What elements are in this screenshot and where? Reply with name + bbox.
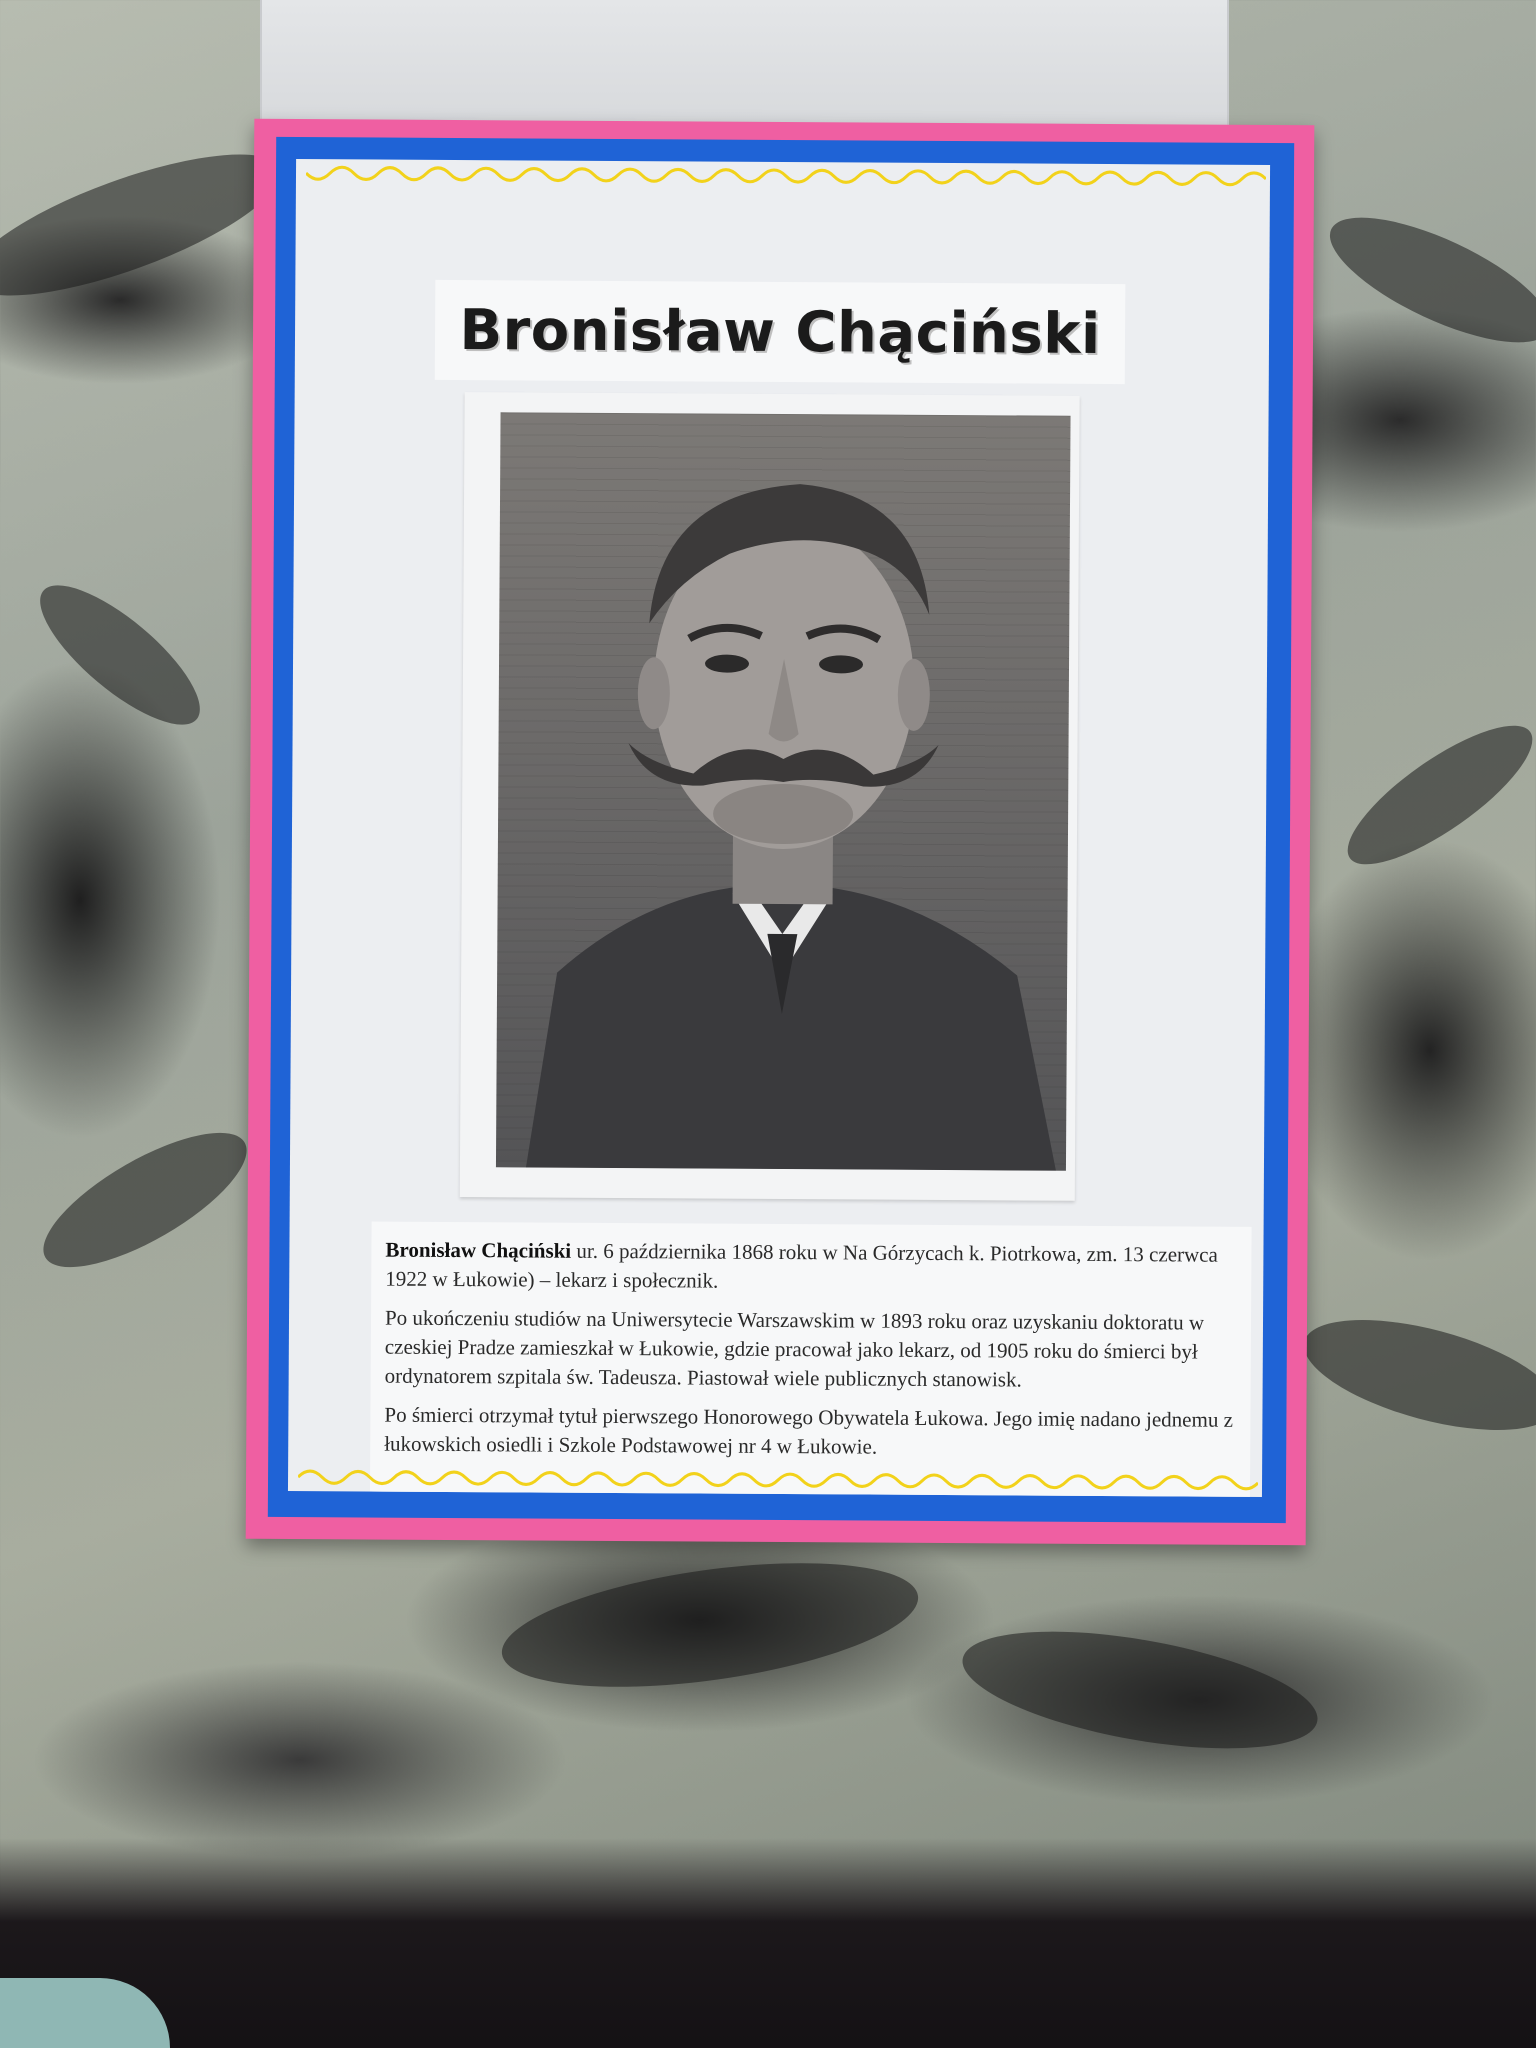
fabric-pattern: [0, 126, 295, 323]
dark-cloth: [0, 1838, 1536, 2048]
portrait-illustration: [496, 412, 1071, 1170]
top-squiggle-border: [306, 165, 1266, 195]
bio-paragraph-1: [385, 1236, 1237, 1299]
biography-text: [370, 1222, 1252, 1497]
fabric-pattern: [954, 1610, 1326, 1771]
fabric-pattern: [1330, 703, 1536, 887]
poster-paper: [288, 159, 1270, 1497]
blue-frame: [268, 137, 1294, 1523]
bio-dates: ur. 6 października 1868 roku w Na Górzycach k. Piotrkowa, zm. 13 czerwca 1922 w Łukowie) – lekarz i społecznik.: [385, 1238, 1218, 1293]
fabric-pattern: [1293, 1298, 1536, 1452]
top-paper-sheet: [260, 0, 1229, 128]
bio-paragraph-3: Po śmierci otrzymał tytuł pierwszego Honorowego Obywatela Łukowa. Jego imię nadano jednemu z łukowskich osiedli i Szkole Podstawowej nr 4 w Łukowie.: [384, 1402, 1234, 1459]
photo-mat: [460, 392, 1080, 1201]
fabric-pattern: [1314, 193, 1536, 367]
portrait-photo: [496, 412, 1071, 1170]
poster-title: Bronisław Chąciński: [459, 297, 1101, 367]
bio-paragraph-2: Po ukończeniu studiów na Uniwersytecie Warszawskim w 1893 roku oraz uzyskaniu doktoratu w czeskiej Pradze zamieszkał w Łukowie, gdzie pracował jako lekarz, od 1905 roku do śmierci był ordynatorem szpitala św. Tadeusza. Piastował wiele publicznych stanowisk.: [384, 1305, 1205, 1392]
fabric-pattern: [494, 1541, 925, 1708]
fabric-pattern: [25, 1108, 264, 1292]
title-strip: [435, 280, 1126, 384]
poster-board: [246, 119, 1315, 1545]
bio-name: Bronisław Chąciński: [385, 1237, 572, 1263]
fabric-pattern: [21, 564, 219, 746]
